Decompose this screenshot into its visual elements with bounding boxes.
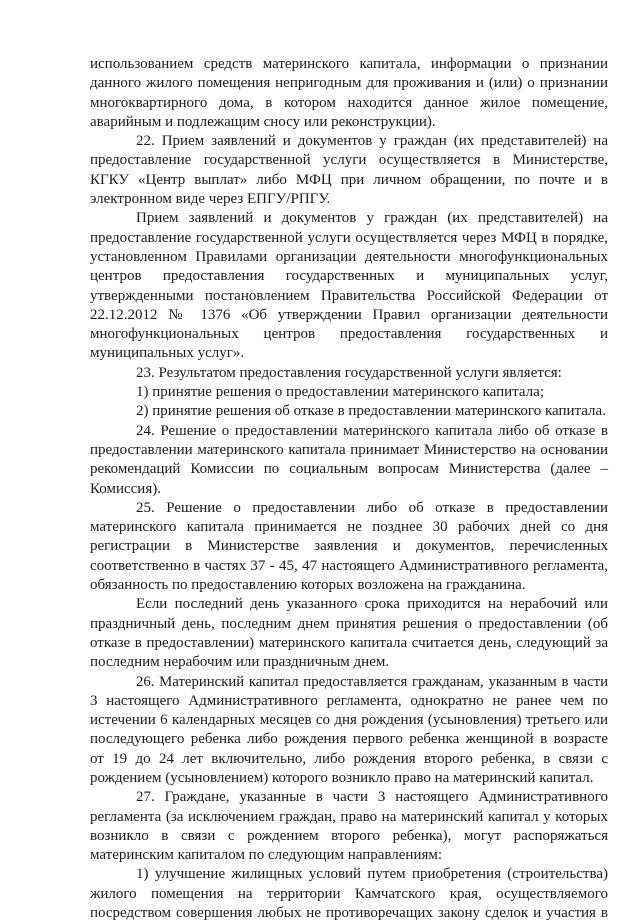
text-line: аварийным и подлежащим сносу или реконструкции). bbox=[90, 113, 436, 130]
text-line: 23. Результатом предоставления государственной услуги является: bbox=[136, 364, 562, 381]
text-line: утвержденными постановлением Правительства Российской Федерации от bbox=[90, 287, 608, 304]
text-line: 1) улучшение жилищных условий путем приобретения (строительства) bbox=[136, 866, 608, 883]
text-line: последним нерабочим или праздничным днем. bbox=[90, 654, 390, 671]
text-line: центров предоставления государственных и муниципальных услуг, bbox=[90, 268, 608, 285]
text-line: 26. Материнский капитал предоставляется гражданам, указанным в части bbox=[136, 673, 608, 690]
text-line: предоставление государственной услуги осуществляется в Министерстве, bbox=[90, 152, 608, 169]
text-line: соответственно в частях 37 - 45, 47 настоящего Административного регламента, bbox=[90, 557, 608, 574]
text-line: 27. Граждане, указанные в части 3 настоящего Административного bbox=[136, 789, 608, 806]
text-line: 22.12.2012 № 1376 «Об утверждении Правил организации деятельности bbox=[90, 306, 608, 323]
text-line: предоставлении материнского капитала принимает Министерство на основании bbox=[90, 441, 608, 458]
text-line: последующего ребенка либо рождения первого ребенка женщиной в возрасте bbox=[90, 731, 608, 748]
text-line: 25. Решение о предоставлении либо об отказе в предоставлении bbox=[136, 499, 608, 516]
text-line: Если последний день указанного срока приходится на нерабочий или bbox=[136, 596, 608, 613]
text-line: 24. Решение о предоставлении материнского капитала либо об отказе в bbox=[136, 422, 608, 439]
text-line: 3 настоящего Административного регламента, однократно не ранее чем по bbox=[90, 692, 608, 709]
text-line: КГКУ «Центр выплат» либо МФЦ при личном обращении, по почте и в bbox=[90, 171, 608, 188]
text-line: 1) принятие решения о предоставлении материнского капитала; bbox=[136, 384, 544, 401]
text-line: 22. Прием заявлений и документов у граждан (их представителей) на bbox=[136, 133, 608, 150]
text-line: регистрации в Министерстве заявления и документов, перечисленных bbox=[90, 538, 608, 555]
document-body bbox=[90, 55, 608, 923]
text-line: отказе в предоставлении) материнского капитала считается день, следующий за bbox=[90, 634, 608, 651]
text-line: обязанность по предоставлению которых возложена на гражданина. bbox=[90, 577, 526, 594]
text-line: материнским капиталом по следующим направлениям: bbox=[90, 847, 443, 864]
text-line: установленном Правилами организации деятельности многофункциональных bbox=[90, 248, 608, 265]
text-line: Прием заявлений и документов у граждан (их представителей) на bbox=[136, 210, 608, 227]
text-line: регламента (за исключением граждан, право на материнский капитал у которых bbox=[90, 808, 608, 825]
text-line: Комиссия). bbox=[90, 480, 161, 497]
text-line: многоквартирного дома, в котором находится данное жилое помещение, bbox=[90, 94, 608, 111]
text-line: истечении 6 календарных месяцев со дня рождения (усыновления) третьего или bbox=[90, 712, 608, 729]
text-line: рождением (усыновлением) которого возникло право на материнский капитал. bbox=[90, 769, 594, 786]
text-line: многофункциональных центров предоставления государственных и bbox=[90, 326, 608, 343]
text-line: возникло в связи с рождением второго ребенка), могут распоряжаться bbox=[90, 827, 608, 844]
text-line: 2) принятие решения об отказе в предоставлении материнского капитала. bbox=[136, 403, 606, 420]
text-line: праздничный день, последним днем принятия решения о предоставлении (об bbox=[90, 615, 608, 632]
text-line: посредством совершения любых не противоречащих закону сделок и участия в bbox=[90, 905, 608, 922]
text-line: данного жилого помещения непригодным для проживания и (или) о признании bbox=[90, 75, 608, 92]
text-line: электронном виде через ЕПГУ/РПГУ. bbox=[90, 191, 331, 208]
text-line: предоставление государственной услуги осуществляется через МФЦ в порядке, bbox=[90, 229, 608, 246]
text-line: от 19 до 24 лет включительно, либо рождения второго ребенка, в связи с bbox=[90, 750, 608, 767]
text-line: муниципальных услуг». bbox=[90, 345, 245, 362]
text-line: жилого помещения на территории Камчатского края, осуществляемого bbox=[90, 885, 608, 902]
text-line: материнского капитала принимается не позднее 30 рабочих дней со дня bbox=[90, 519, 608, 536]
text-line: рекомендаций Комиссии по социальным вопросам Министерства (далее – bbox=[90, 461, 608, 478]
text-line: использованием средств материнского капитала, информации о признании bbox=[90, 56, 608, 72]
